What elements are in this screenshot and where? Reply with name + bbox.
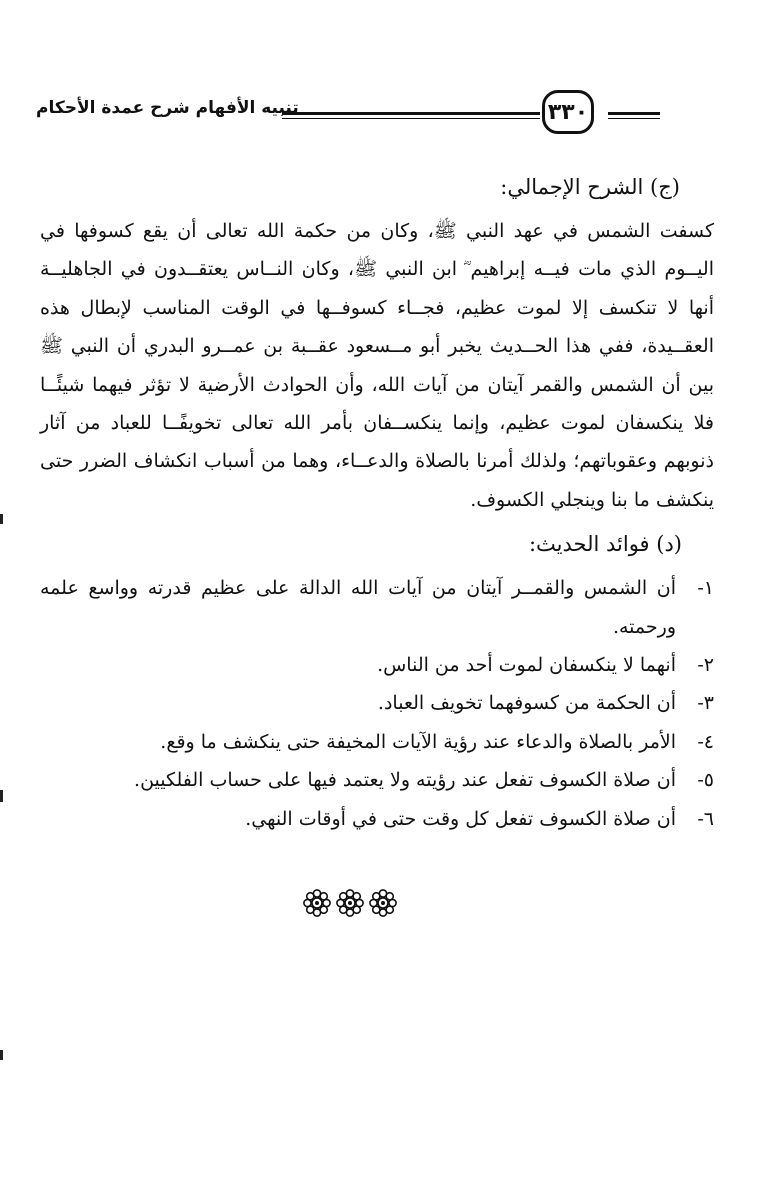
flower-ornament-icon <box>368 888 398 918</box>
header-rule <box>282 112 540 115</box>
running-title: تنبيه الأفهام شرح عمدة الأحكام <box>36 98 299 118</box>
benefit-text: أن الشمس والقمــر آيتان من آيات الله الدالة على عظيم قدرته وواسع علمه ورحمته. <box>40 577 676 638</box>
benefit-item <box>40 569 714 646</box>
header-rule-short <box>608 112 660 115</box>
summary-heading: (ج) الشرح الإجمالي: <box>500 175 680 199</box>
scan-mark <box>0 1050 3 1060</box>
benefits-list <box>40 569 720 838</box>
summary-paragraph: كسفت الشمس في عهد النبي ﷺ، وكان من حكمة الله تعالى أن يقع كسوفها في اليــوم الذي مات فيــه إبراهيم ؓ ابن النبي ﷺ، وكان النــاس يعتقــدون في الجاهليــة أنها لا تنكسف إلا لموت عظيم، فجــاء كسوفــها في الوقت المناسب لإبطال هذه العقــيدة، ففي هذا الحــديث يخبر أبو مــسعود عقــبة بن عمــرو البدري أن النبي ﷺ بين أن الشمس والقمر آيتان من آيات الله، وأن الحوادث الأرضية لا تؤثر فيهما شيئًــا فلا ينكسفان لموت عظيم، وإنما ينكســفان بأمر الله تعالى تخويفًــا للعباد من آثار ذنوبهم وعقوباتهم؛ ولذلك أمرنا بالصلاة والدعــاء، وهما من أسباب انكشاف الضرر حتى ينكشف ما بنا وينجلي الكسوف. <box>40 220 714 511</box>
benefit-text: أن الحكمة من كسوفهما تخويف العباد. <box>377 692 676 715</box>
benefit-text: أنهما لا ينكسفان لموت أحد من الناس. <box>377 654 676 677</box>
benefit-text: الأمر بالصلاة والدعاء عند رؤية الآيات المخيفة حتى ينكشف ما وقع. <box>160 730 676 753</box>
benefit-number: ٣- <box>697 692 714 715</box>
benefit-number: ٥- <box>697 769 714 792</box>
flower-ornament-icon <box>335 888 365 918</box>
benefit-item <box>40 800 714 838</box>
benefits-heading: (د) فوائد الحديث: <box>528 532 682 557</box>
scan-mark <box>0 514 3 524</box>
page-content <box>40 168 720 838</box>
benefit-item <box>40 646 714 684</box>
benefit-text: أن صلاة الكسوف تفعل كل وقت حتى في أوقات النهي. <box>245 807 676 830</box>
scan-mark <box>0 790 3 802</box>
benefit-number: ٦- <box>697 807 714 830</box>
benefit-number: ٤- <box>697 730 714 753</box>
benefit-text: أن صلاة الكسوف تفعل عند رؤيته ولا يعتمد فيها على حساب الفلكيين. <box>134 769 676 792</box>
benefit-number: ١- <box>697 577 714 600</box>
section-end-ornament <box>302 888 398 920</box>
benefit-item <box>40 761 714 799</box>
page-number: ٣٣٠ <box>542 90 594 134</box>
benefit-number: ٢- <box>697 654 714 677</box>
benefit-item <box>40 723 714 761</box>
flower-ornament-icon <box>302 888 332 918</box>
header-rule-short-thin <box>608 118 660 119</box>
page-header <box>30 84 730 144</box>
header-rule-thin <box>282 118 540 119</box>
benefit-item <box>40 684 714 722</box>
